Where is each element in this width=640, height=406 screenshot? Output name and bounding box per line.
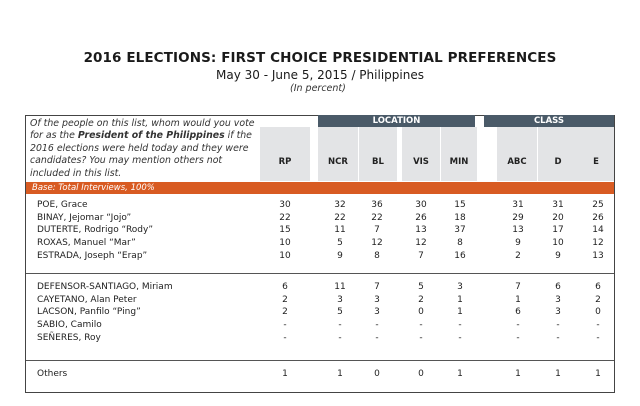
- cell-e: 6: [595, 282, 601, 292]
- cell-abc: 13: [512, 225, 524, 236]
- cell-d: 6: [555, 282, 561, 292]
- location-group-label: LOCATION: [372, 116, 421, 126]
- cell-rp: 15: [279, 225, 291, 236]
- cell-d: 20: [552, 212, 564, 223]
- table-row: [26, 319, 614, 332]
- column-header-label: NCR: [328, 157, 348, 167]
- candidate-name: DEFENSOR-SANTIAGO, Miriam: [37, 282, 173, 292]
- column-header-abc: [497, 127, 537, 181]
- cell-vis: 26: [415, 212, 427, 223]
- cell-min: 1: [457, 294, 463, 305]
- cell-vis: 30: [415, 200, 427, 210]
- cell-min: 18: [454, 212, 466, 223]
- cell-abc: -: [516, 332, 520, 343]
- cell-vis: 5: [418, 282, 424, 292]
- cell-bl: 12: [371, 238, 383, 249]
- column-header-label: MIN: [449, 157, 469, 167]
- column-header-vis: [402, 127, 440, 181]
- table-row: [26, 237, 614, 250]
- cell-ncr: 11: [334, 282, 346, 292]
- table-row: [26, 212, 614, 225]
- cell-ncr: -: [338, 320, 342, 331]
- candidate-name: POE, Grace: [37, 200, 88, 210]
- candidate-name: Others: [37, 369, 68, 379]
- cell-abc: 7: [515, 282, 521, 292]
- cell-ncr: -: [338, 332, 342, 343]
- cell-rp: 22: [279, 212, 291, 223]
- question-part-1: Of the people on this list, whom would you vote for as the: [30, 118, 255, 142]
- question-part-2: if the 2016 elections were held today and they were candidates? You may mention others not included in this list.: [30, 130, 252, 179]
- cell-min: 1: [457, 307, 463, 318]
- cell-ncr: 1: [337, 369, 343, 379]
- base-bar: Base: Total Interviews, 100%: [26, 182, 614, 194]
- cell-rp: 2: [282, 294, 288, 305]
- cell-d: 10: [552, 238, 564, 249]
- column-header-rp: [260, 127, 310, 181]
- candidate-name: LACSON, Panfilo “Ping”: [37, 307, 141, 318]
- cell-e: -: [596, 320, 600, 331]
- cell-bl: 36: [371, 200, 383, 210]
- cell-bl: -: [375, 332, 379, 343]
- cell-e: 25: [592, 200, 604, 210]
- cell-e: 14: [592, 225, 604, 236]
- cell-e: 12: [592, 238, 604, 249]
- cell-rp: -: [283, 332, 287, 343]
- cell-e: 26: [592, 212, 604, 223]
- cell-rp: 1: [282, 369, 288, 379]
- cell-e: 1: [595, 369, 601, 379]
- cell-min: 16: [454, 250, 466, 261]
- cell-bl: 3: [374, 294, 380, 305]
- column-header-label: D: [554, 157, 562, 167]
- cell-rp: 2: [282, 307, 288, 318]
- cell-ncr: 3: [337, 294, 343, 305]
- cell-abc: 29: [512, 212, 524, 223]
- cell-d: 1: [555, 369, 561, 379]
- cell-abc: 2: [515, 250, 521, 261]
- cell-ncr: 5: [337, 238, 343, 249]
- cell-vis: 13: [415, 225, 427, 236]
- column-header-label: VIS: [413, 157, 429, 167]
- cell-vis: 12: [415, 238, 427, 249]
- candidate-name: SEÑERES, Roy: [37, 332, 101, 343]
- cell-abc: 1: [515, 369, 521, 379]
- cell-rp: 10: [279, 238, 291, 249]
- cell-ncr: 5: [337, 307, 343, 318]
- candidate-name: BINAY, Jejomar “Jojo”: [37, 212, 132, 223]
- cell-abc: 1: [515, 294, 521, 305]
- cell-vis: 0: [418, 307, 424, 318]
- column-header-ncr: [318, 127, 358, 181]
- cell-vis: 0: [418, 369, 424, 379]
- cell-min: 37: [454, 225, 466, 236]
- cell-min: -: [458, 320, 462, 331]
- table-row: [26, 199, 614, 212]
- cell-vis: -: [419, 332, 423, 343]
- cell-abc: 9: [515, 238, 521, 249]
- table-row: [26, 281, 614, 294]
- unit-note: (In percent): [290, 83, 346, 94]
- cell-e: 0: [595, 307, 601, 318]
- cell-rp: 6: [282, 282, 288, 292]
- page-title: 2016 ELECTIONS: FIRST CHOICE PRESIDENTIAL PREFERENCES: [83, 50, 557, 66]
- cell-d: 31: [552, 200, 564, 210]
- cell-ncr: 22: [334, 212, 346, 223]
- cell-min: 1: [457, 369, 463, 379]
- table-row: [26, 250, 614, 263]
- cell-bl: 8: [374, 250, 380, 261]
- table-row: [26, 368, 614, 381]
- cell-d: 3: [555, 294, 561, 305]
- column-header-label: BL: [372, 157, 384, 167]
- cell-bl: 7: [374, 225, 380, 236]
- group-separator: [26, 360, 614, 361]
- question-bold: President of the Philippines: [77, 130, 225, 142]
- cell-min: 8: [457, 238, 463, 249]
- cell-rp: 30: [279, 200, 291, 210]
- cell-bl: -: [375, 320, 379, 331]
- column-header-d: [538, 127, 578, 181]
- column-header-bl: [359, 127, 397, 181]
- cell-bl: 0: [374, 369, 380, 379]
- table-row: [26, 332, 614, 345]
- cell-e: 13: [592, 250, 604, 261]
- page-subtitle: May 30 - June 5, 2015 / Philippines: [216, 68, 424, 82]
- table-row: [26, 306, 614, 319]
- cell-d: -: [556, 332, 560, 343]
- cell-vis: 7: [418, 250, 424, 261]
- column-header-e: [578, 127, 614, 181]
- survey-question: [30, 118, 260, 180]
- cell-abc: 31: [512, 200, 524, 210]
- cell-d: -: [556, 320, 560, 331]
- cell-e: 2: [595, 294, 601, 305]
- cell-d: 9: [555, 250, 561, 261]
- candidate-name: SABIO, Camilo: [37, 320, 102, 331]
- cell-ncr: 32: [334, 200, 346, 210]
- cell-bl: 3: [374, 307, 380, 318]
- cell-min: 3: [457, 282, 463, 292]
- cell-d: 3: [555, 307, 561, 318]
- group-separator: [26, 273, 614, 274]
- cell-d: 17: [552, 225, 564, 236]
- cell-ncr: 11: [334, 225, 346, 236]
- cell-e: -: [596, 332, 600, 343]
- candidate-name: ESTRADA, Joseph “Erap”: [37, 250, 148, 261]
- cell-min: -: [458, 332, 462, 343]
- cell-vis: 2: [418, 294, 424, 305]
- candidate-name: DUTERTE, Rodrigo “Rody”: [37, 225, 153, 236]
- cell-bl: 22: [371, 212, 383, 223]
- cell-bl: 7: [374, 282, 380, 292]
- cell-rp: -: [283, 320, 287, 331]
- column-header-min: [441, 127, 477, 181]
- candidate-name: ROXAS, Manuel “Mar”: [37, 238, 136, 249]
- candidate-name: CAYETANO, Alan Peter: [37, 294, 137, 305]
- column-header-label: E: [593, 157, 599, 167]
- column-header-label: RP: [278, 157, 292, 167]
- cell-abc: -: [516, 320, 520, 331]
- cell-rp: 10: [279, 250, 291, 261]
- table-row: [26, 294, 614, 307]
- table-row: [26, 224, 614, 237]
- cell-abc: 6: [515, 307, 521, 318]
- cell-ncr: 9: [337, 250, 343, 261]
- class-group-label: CLASS: [533, 116, 565, 126]
- cell-vis: -: [419, 320, 423, 331]
- cell-min: 15: [454, 200, 466, 210]
- column-header-label: ABC: [507, 157, 527, 167]
